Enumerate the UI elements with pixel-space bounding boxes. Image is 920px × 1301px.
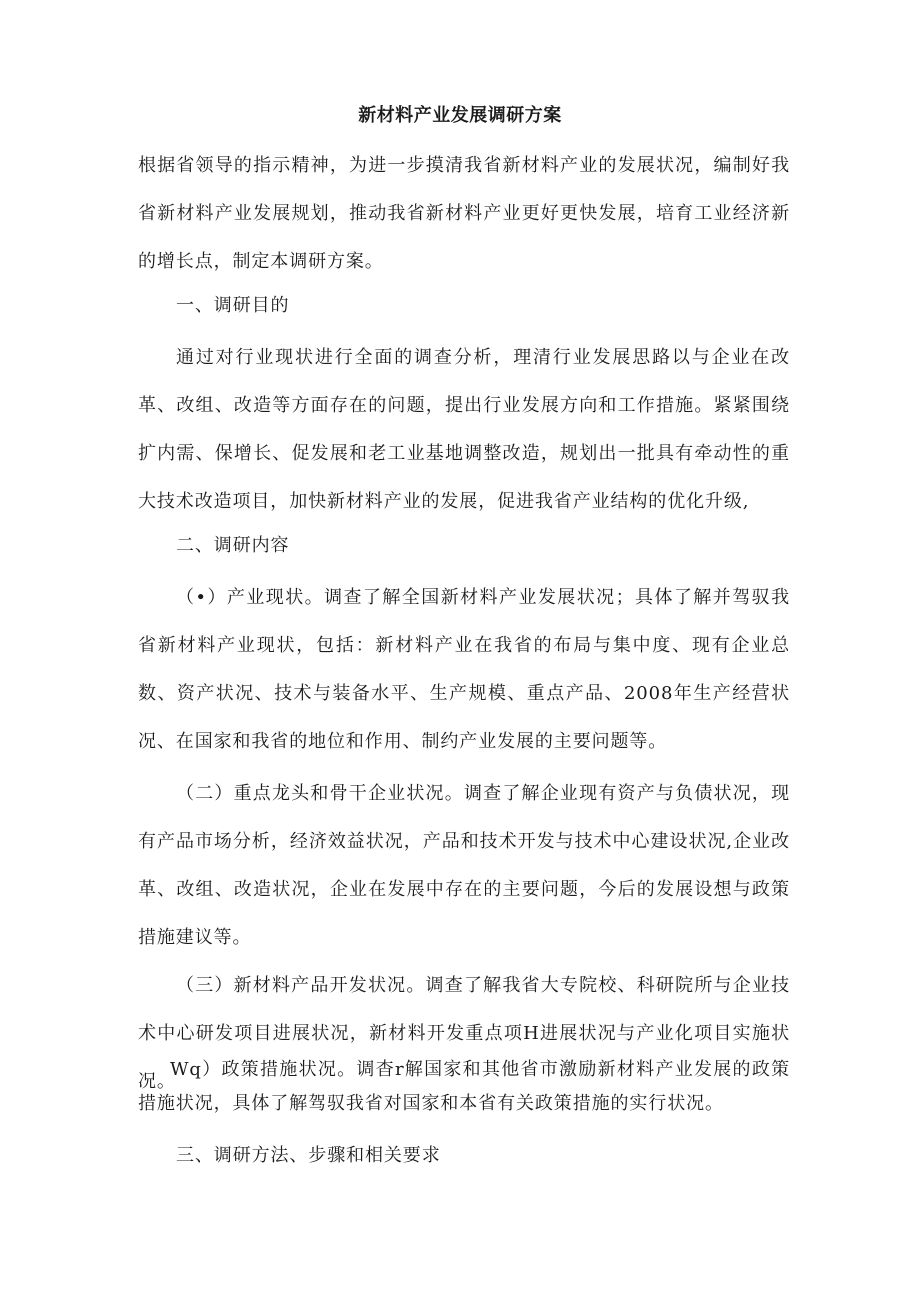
intro-paragraph: 根据省领导的指示精神，为进一步摸清我省新材料产业的发展状况，编制好我省新材料产业发展规划，推动我省新材料产业更好更快发展，培育工业经济新的增长点，制定本调研方案。 <box>138 155 790 272</box>
content-item-1: （•）产业现状。调查了解全国新材料产业发展状况；具体了解并驾驭我省新材料产业现状，包括：新材料产业在我省的布局与集中度、现有企业总数、资产状况、技术与装备水平、生产规模、重点产品、2008年生产经营状况、在国家和我省的地位和作用、制约产业发展的主要问题等。 <box>138 587 790 752</box>
document-title: 新材料产业发展调研方案 <box>358 105 562 126</box>
content-item-3: （三）新材料产品开发状况。调查了解我省大专院校、科研院所与企业技术中心研发项目进展状况，新材料开发重点项H进展状况与产业化项目实施状况。 <box>138 975 790 1092</box>
section1-paragraph: 通过对行业现状进行全面的调查分析，理清行业发展思路以与企业在改革、改组、改造等方面存在的问题，提出行业发展方向和工作措施。紧紧围绕扩内需、保增长、促发展和老工业基地调整改造，规划出一批具有牵动性的重大技术改造项目，加快新材料产业的发展，促进我省产业结构的优化升级, <box>138 347 790 512</box>
section3-heading: 三、调研方法、步骤和相关要求 <box>176 1145 441 1166</box>
content-item-4: Wq）政策措施状况。调杳r解国家和其他省市激励新材料产业发展的政策措施状况，具体了解驾驭我省对国家和本省有关政策措施的实行状况。 <box>138 1059 790 1114</box>
content-item-2: （二）重点龙头和骨干企业状况。调查了解企业现有资产与负债状况，现有产品市场分析，经济效益状况，产品和技术开发与技术中心建设状况,企业改革、改组、改造状况，企业在发展中存在的主要问题，今后的发展设想与政策措施建议等。 <box>138 783 790 948</box>
section2-heading: 二、调研内容 <box>176 535 290 556</box>
section1-heading: 一、调研目的 <box>176 295 290 316</box>
